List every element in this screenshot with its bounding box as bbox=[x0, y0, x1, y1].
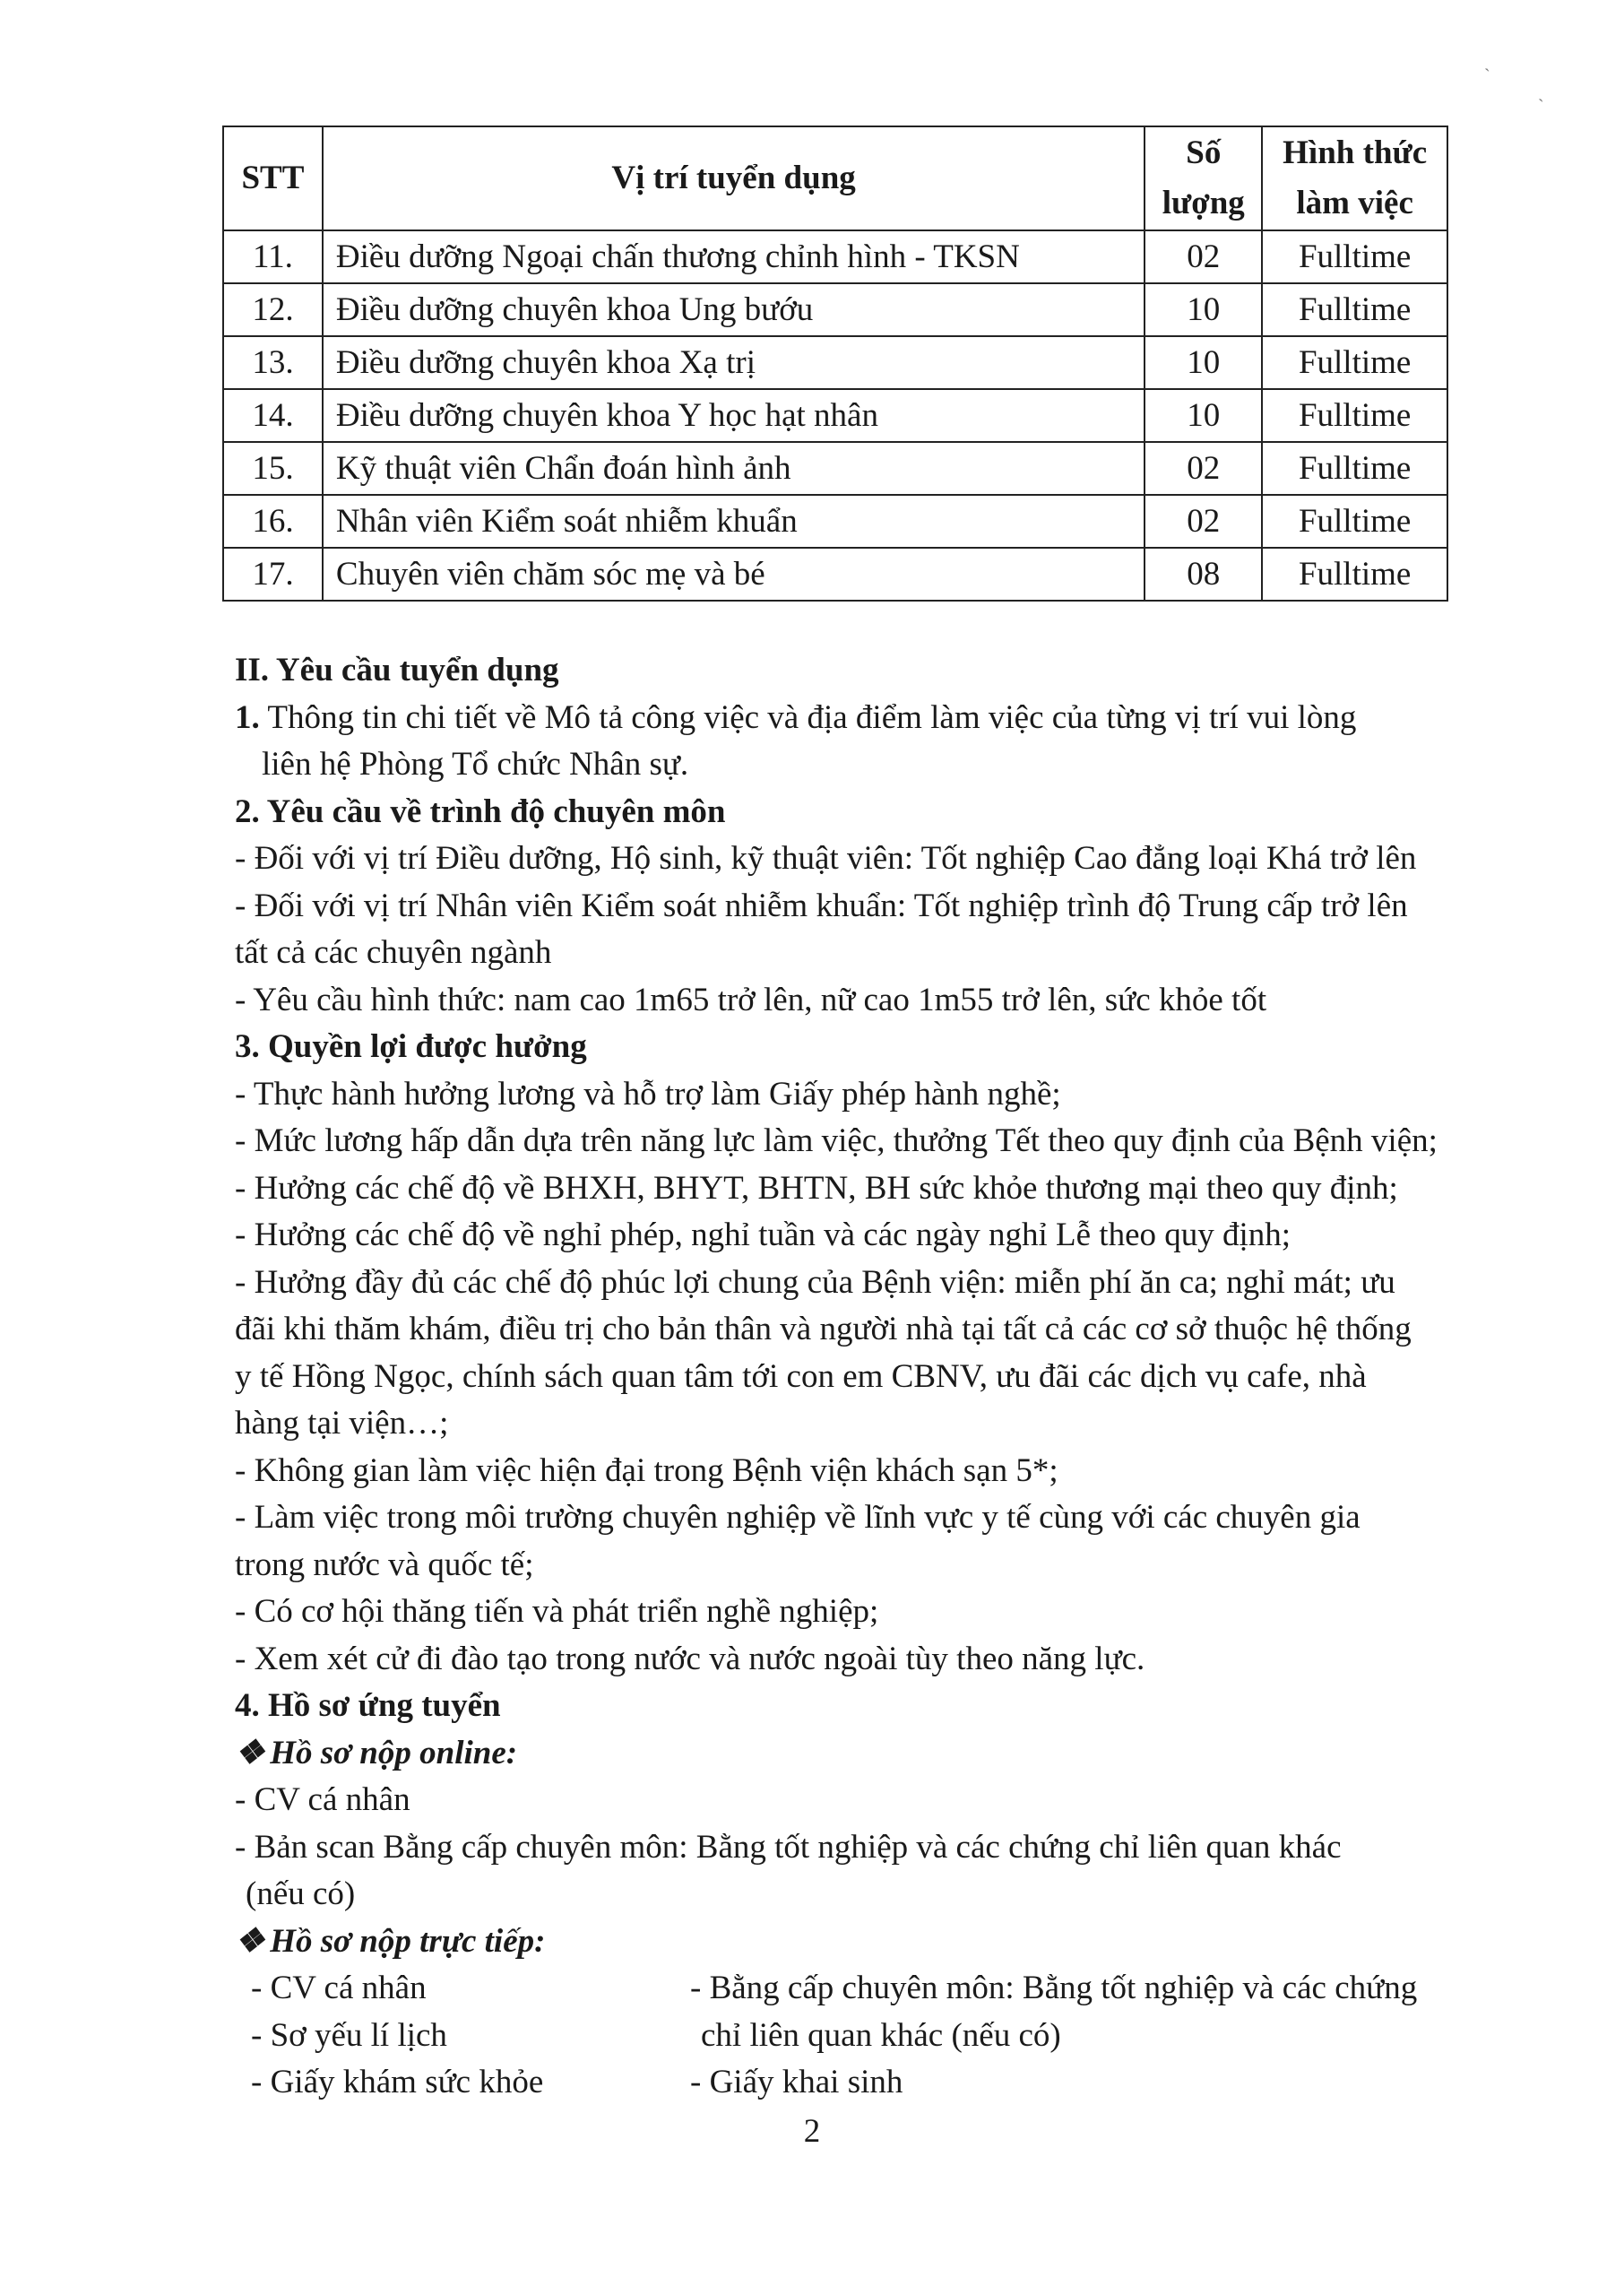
cell-mode: Fulltime bbox=[1262, 495, 1447, 548]
list-item: - Sơ yếu lí lịch bbox=[251, 2016, 447, 2054]
cell-quantity: 10 bbox=[1145, 336, 1262, 389]
cell-mode: Fulltime bbox=[1262, 548, 1447, 601]
diamond-bullet-icon: ❖ bbox=[235, 1734, 265, 1771]
cell-position: Điều dưỡng chuyên khoa Y học hạt nhân bbox=[323, 389, 1145, 442]
cell-mode: Fulltime bbox=[1262, 442, 1447, 495]
paragraph-line: - Bản scan Bằng cấp chuyên môn: Bằng tốt nghiệp và các chứng chỉ liên quan khác bbox=[235, 1828, 1342, 1866]
requirements-section bbox=[235, 647, 1463, 2107]
paragraph-line: tất cả các chuyên ngành bbox=[235, 934, 552, 971]
header-mode-line1: Hình thức bbox=[1283, 134, 1428, 171]
paragraph-line: - Mức lương hấp dẫn dựa trên năng lực làm việc, thưởng Tết theo quy định của Bệnh viện; bbox=[235, 1122, 1438, 1159]
paragraph-line: - Hưởng các chế độ về BHXH, BHYT, BHTN, BH sức khỏe thương mại theo quy định; bbox=[235, 1169, 1398, 1207]
table-row bbox=[223, 495, 1447, 548]
cell-position: Điều dưỡng Ngoại chấn thương chỉnh hình - TKSN bbox=[323, 230, 1145, 283]
paragraph-line: - Xem xét cử đi đào tạo trong nước và nước ngoài tùy theo năng lực. bbox=[235, 1640, 1145, 1677]
cell-quantity: 02 bbox=[1145, 230, 1262, 283]
cell-stt: 13. bbox=[223, 336, 323, 389]
paragraph-line: - Không gian làm việc hiện đại trong Bệnh viện khách sạn 5*; bbox=[235, 1451, 1058, 1489]
cell-stt: 11. bbox=[223, 230, 323, 283]
online-title: Hồ sơ nộp online: bbox=[270, 1734, 518, 1771]
paragraph-line: - Có cơ hội thăng tiến và phát triển nghề nghiệp; bbox=[235, 1593, 879, 1630]
page-number: 2 bbox=[803, 2113, 821, 2150]
item1-number: 1. bbox=[235, 698, 260, 736]
scan-speck: ˏ bbox=[1538, 82, 1544, 102]
recruitment-table bbox=[222, 126, 1448, 602]
table-row bbox=[223, 442, 1447, 495]
cell-quantity: 02 bbox=[1145, 495, 1262, 548]
scan-speck: ˏ bbox=[1484, 52, 1490, 72]
diamond-bullet-icon: ❖ bbox=[235, 1922, 265, 1960]
paragraph-line: - CV cá nhân bbox=[235, 1781, 410, 1818]
cell-position: Chuyên viên chăm sóc mẹ và bé bbox=[323, 548, 1145, 601]
table-row bbox=[223, 548, 1447, 601]
cell-quantity: 08 bbox=[1145, 548, 1262, 601]
table-header-row bbox=[223, 126, 1447, 230]
paragraph-line: đãi khi thăm khám, điều trị cho bản thân và người nhà tại tất cả các cơ sở thuộc hệ thống bbox=[235, 1311, 1412, 1347]
cell-stt: 14. bbox=[223, 389, 323, 442]
cell-mode: Fulltime bbox=[1262, 389, 1447, 442]
item1-line2: liên hệ Phòng Tổ chức Nhân sự. bbox=[262, 746, 689, 783]
paragraph-line: - Yêu cầu hình thức: nam cao 1m65 trở lên, nữ cao 1m55 trở lên, sức khỏe tốt bbox=[235, 981, 1267, 1018]
paragraph-line: - Thực hành hưởng lương và hỗ trợ làm Giấy phép hành nghề; bbox=[235, 1075, 1061, 1113]
list-item: - Bằng cấp chuyên môn: Bằng tốt nghiệp và các chứng bbox=[690, 1970, 1418, 2006]
table-row bbox=[223, 230, 1447, 283]
header-quantity-line1: Số bbox=[1186, 134, 1222, 171]
item1-text: Thông tin chi tiết về Mô tả công việc và địa điểm làm việc của từng vị trí vui lòng bbox=[267, 698, 1357, 736]
cell-stt: 16. bbox=[223, 495, 323, 548]
direct-documents-left bbox=[235, 1965, 690, 2107]
list-item: - Giấy khai sinh bbox=[690, 2064, 903, 2100]
item3-heading: 3. Quyền lợi được hưởng bbox=[235, 1028, 587, 1065]
list-item: - Giấy khám sức khỏe bbox=[251, 2064, 544, 2100]
cell-position: Điều dưỡng chuyên khoa Xạ trị bbox=[323, 336, 1145, 389]
header-mode-line2: làm việc bbox=[1296, 185, 1413, 221]
paragraph-line: - Đối với vị trí Nhân viên Kiểm soát nhiễm khuẩn: Tốt nghiệp trình độ Trung cấp trở lên bbox=[235, 887, 1408, 924]
paragraph-line: - Làm việc trong môi trường chuyên nghiệp về lĩnh vực y tế cùng với các chuyên gia bbox=[235, 1499, 1361, 1536]
paragraph-line: y tế Hồng Ngọc, chính sách quan tâm tới con em CBNV, ưu đãi các dịch vụ cafe, nhà bbox=[235, 1357, 1367, 1395]
paragraph-line: (nếu có) bbox=[246, 1875, 356, 1912]
paragraph-line: - Đối với vị trí Điều dưỡng, Hộ sinh, kỹ thuật viên: Tốt nghiệp Cao đẳng loại Khá trở lên bbox=[235, 840, 1417, 877]
direct-subheading bbox=[235, 1918, 1463, 1966]
table-row bbox=[223, 336, 1447, 389]
online-subheading bbox=[235, 1730, 1463, 1778]
item2-heading: 2. Yêu cầu về trình độ chuyên môn bbox=[235, 792, 726, 830]
header-mode bbox=[1262, 126, 1447, 230]
paragraph-line: hàng tại viện…; bbox=[235, 1405, 449, 1442]
section-heading: II. Yêu cầu tuyển dụng bbox=[235, 652, 559, 688]
table-row bbox=[223, 283, 1447, 336]
paragraph-line: - Hưởng các chế độ về nghỉ phép, nghỉ tuần và các ngày nghỉ Lễ theo quy định; bbox=[235, 1217, 1291, 1253]
direct-title: Hồ sơ nộp trực tiếp: bbox=[270, 1922, 546, 1960]
cell-quantity: 10 bbox=[1145, 283, 1262, 336]
cell-stt: 15. bbox=[223, 442, 323, 495]
header-quantity bbox=[1145, 126, 1262, 230]
table-row bbox=[223, 389, 1447, 442]
cell-position: Kỹ thuật viên Chẩn đoán hình ảnh bbox=[323, 442, 1145, 495]
direct-documents-columns bbox=[235, 1965, 1463, 2107]
cell-position: Nhân viên Kiểm soát nhiễm khuẩn bbox=[323, 495, 1145, 548]
paragraph-line: - Hưởng đầy đủ các chế độ phúc lợi chung của Bệnh viện: miễn phí ăn ca; nghỉ mát; ưu bbox=[235, 1263, 1395, 1301]
cell-quantity: 02 bbox=[1145, 442, 1262, 495]
cell-mode: Fulltime bbox=[1262, 230, 1447, 283]
cell-stt: 12. bbox=[223, 283, 323, 336]
item4-heading: 4. Hồ sơ ứng tuyển bbox=[235, 1687, 501, 1724]
cell-mode: Fulltime bbox=[1262, 283, 1447, 336]
header-stt: STT bbox=[223, 126, 323, 230]
list-item: - CV cá nhân bbox=[251, 1970, 427, 2006]
item1-line1 bbox=[235, 695, 1463, 742]
header-quantity-line2: lượng bbox=[1162, 185, 1245, 221]
cell-mode: Fulltime bbox=[1262, 336, 1447, 389]
cell-stt: 17. bbox=[223, 548, 323, 601]
header-position: Vị trí tuyển dụng bbox=[323, 126, 1145, 230]
paragraph-line: trong nước và quốc tế; bbox=[235, 1546, 534, 1583]
cell-quantity: 10 bbox=[1145, 389, 1262, 442]
cell-position: Điều dưỡng chuyên khoa Ung bướu bbox=[323, 283, 1145, 336]
list-item: chỉ liên quan khác (nếu có) bbox=[701, 2016, 1061, 2054]
direct-documents-right bbox=[690, 1965, 1463, 2107]
